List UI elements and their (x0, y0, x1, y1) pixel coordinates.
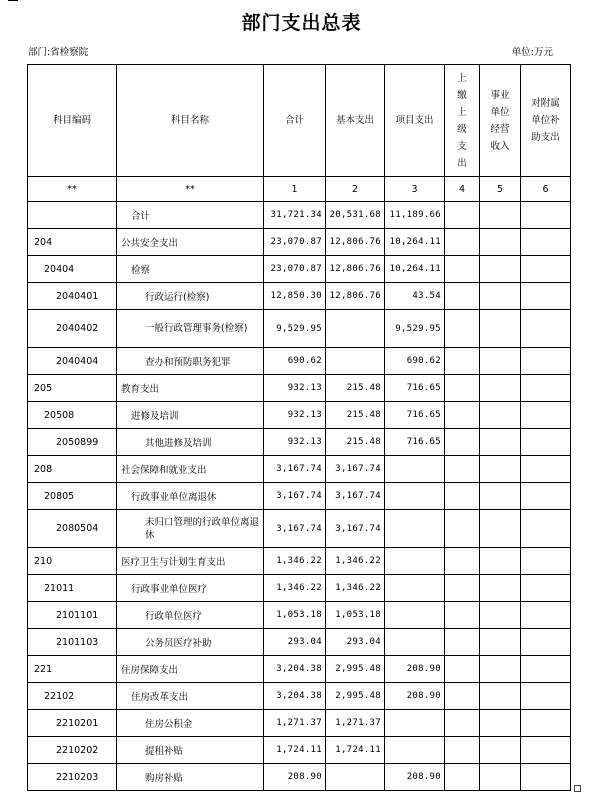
row-basic: 12,806.76 (326, 256, 385, 283)
row-project: 716.65 (385, 429, 445, 456)
header-business (480, 65, 521, 177)
row-code: 210 (28, 548, 117, 575)
row-name: 提租补贴 (117, 737, 264, 764)
col-number: 1 (264, 177, 326, 202)
row-empty-cell (480, 510, 521, 548)
row-total: 12,850.30 (264, 283, 326, 310)
row-empty-cell (521, 510, 571, 548)
table-row (28, 256, 571, 283)
row-total: 1,053.18 (264, 602, 326, 629)
row-empty-cell (445, 764, 480, 791)
table-row (28, 375, 571, 402)
row-empty-cell (445, 737, 480, 764)
row-empty-cell (480, 764, 521, 791)
row-name: 住房改革支出 (117, 683, 264, 710)
row-name: 社会保障和就业支出 (117, 456, 264, 483)
row-basic: 1,271.37 (326, 710, 385, 737)
row-code: 2210202 (28, 737, 117, 764)
row-empty-cell (521, 683, 571, 710)
row-basic: 20,531.68 (326, 202, 385, 229)
row-basic: 3,167.74 (326, 456, 385, 483)
row-code: 208 (28, 456, 117, 483)
row-total: 1,346.22 (264, 575, 326, 602)
row-project (385, 510, 445, 548)
row-empty-cell (445, 256, 480, 283)
col-number: 3 (385, 177, 445, 202)
row-empty-cell (445, 310, 480, 348)
row-name: 查办和预防职务犯罪 (117, 348, 264, 375)
row-empty-cell (480, 602, 521, 629)
header-business-line: 收入 (490, 140, 510, 152)
row-project (385, 548, 445, 575)
table-row (28, 483, 571, 510)
table-row (28, 575, 571, 602)
row-empty-cell (445, 548, 480, 575)
row-total: 932.13 (264, 402, 326, 429)
header-superior-char: 上 (457, 72, 467, 84)
unit-label: 单位:万元 (511, 47, 553, 58)
row-code: 20404 (28, 256, 117, 283)
row-empty-cell (521, 229, 571, 256)
col-number: 6 (521, 177, 571, 202)
row-empty-cell (445, 575, 480, 602)
row-basic (326, 764, 385, 791)
row-basic: 2,995.48 (326, 656, 385, 683)
row-empty-cell (521, 429, 571, 456)
row-name: 检察 (117, 256, 264, 283)
row-project (385, 575, 445, 602)
row-total: 3,204.38 (264, 683, 326, 710)
header-total: 合计 (264, 65, 326, 177)
table-row (28, 737, 571, 764)
row-empty-cell (521, 202, 571, 229)
row-empty-cell (480, 656, 521, 683)
table-row (28, 456, 571, 483)
row-name: 行政单位医疗 (117, 602, 264, 629)
row-empty-cell (445, 202, 480, 229)
header-affiliate (521, 65, 571, 177)
row-code (28, 202, 117, 229)
row-empty-cell (480, 348, 521, 375)
row-empty-cell (480, 402, 521, 429)
row-empty-cell (521, 402, 571, 429)
row-empty-cell (480, 737, 521, 764)
row-empty-cell (445, 629, 480, 656)
row-empty-cell (521, 764, 571, 791)
row-total: 3,167.74 (264, 456, 326, 483)
row-code: 2040404 (28, 348, 117, 375)
row-empty-cell (480, 683, 521, 710)
row-total: 3,167.74 (264, 483, 326, 510)
row-empty-cell (480, 283, 521, 310)
header-superior-char: 出 (457, 157, 467, 169)
table-row (28, 602, 571, 629)
row-name: 公共安全支出 (117, 229, 264, 256)
table-row (28, 402, 571, 429)
row-project (385, 456, 445, 483)
table-row (28, 202, 571, 229)
header-code: 科目编码 (28, 65, 117, 177)
page-title: 部门支出总表 (241, 12, 362, 34)
row-empty-cell (521, 710, 571, 737)
row-empty-cell (445, 429, 480, 456)
row-total: 23,070.87 (264, 229, 326, 256)
row-empty-cell (480, 429, 521, 456)
row-code: 204 (28, 229, 117, 256)
col-number: ** (28, 177, 117, 202)
row-empty-cell (521, 310, 571, 348)
row-basic: 1,346.22 (326, 575, 385, 602)
row-empty-cell (480, 456, 521, 483)
row-basic: 215.48 (326, 402, 385, 429)
row-total: 293.04 (264, 629, 326, 656)
row-code: 21011 (28, 575, 117, 602)
row-empty-cell (480, 256, 521, 283)
row-name: 购房补贴 (117, 764, 264, 791)
row-code: 205 (28, 375, 117, 402)
row-project: 10,264.11 (385, 256, 445, 283)
row-empty-cell (445, 656, 480, 683)
row-empty-cell (521, 737, 571, 764)
row-total: 3,204.38 (264, 656, 326, 683)
header-affiliate-line: 单位补 (531, 115, 560, 126)
row-empty-cell (445, 229, 480, 256)
row-project (385, 483, 445, 510)
row-basic: 3,167.74 (326, 483, 385, 510)
header-superior-char: 支 (457, 140, 467, 152)
table-row (28, 683, 571, 710)
header-affiliate-line: 对附属 (531, 98, 560, 109)
row-empty-cell (521, 283, 571, 310)
row-empty-cell (521, 348, 571, 375)
row-basic: 215.48 (326, 429, 385, 456)
row-empty-cell (445, 283, 480, 310)
table-row (28, 764, 571, 791)
row-empty-cell (445, 710, 480, 737)
row-empty-cell (521, 456, 571, 483)
row-project: 10,264.11 (385, 229, 445, 256)
table-row (28, 348, 571, 375)
row-project: 43.54 (385, 283, 445, 310)
row-name: 行政事业单位医疗 (117, 575, 264, 602)
row-empty-cell (445, 348, 480, 375)
row-empty-cell (521, 548, 571, 575)
row-code: 2101101 (28, 602, 117, 629)
row-empty-cell (480, 483, 521, 510)
row-project: 208.90 (385, 683, 445, 710)
row-project (385, 710, 445, 737)
row-total: 23,070.87 (264, 256, 326, 283)
row-total: 1,346.22 (264, 548, 326, 575)
header-affiliate-line: 助支出 (531, 132, 560, 143)
row-project (385, 602, 445, 629)
row-name: 公务员医疗补助 (117, 629, 264, 656)
row-code: 2080504 (28, 510, 117, 548)
row-empty-cell (480, 229, 521, 256)
row-empty-cell (445, 456, 480, 483)
row-project: 716.65 (385, 375, 445, 402)
row-name: 其他进修及培训 (117, 429, 264, 456)
row-name: 医疗卫生与计划生育支出 (117, 548, 264, 575)
department-label: 部门:省检察院 (28, 47, 89, 58)
row-code: 221 (28, 656, 117, 683)
row-project: 690.62 (385, 348, 445, 375)
header-superior-char: 级 (457, 123, 467, 135)
row-project (385, 737, 445, 764)
row-code: 2040401 (28, 283, 117, 310)
row-basic: 215.48 (326, 375, 385, 402)
row-empty-cell (445, 375, 480, 402)
table-row (28, 548, 571, 575)
row-project: 208.90 (385, 656, 445, 683)
row-code: 2210201 (28, 710, 117, 737)
header-business-line: 单位 (490, 106, 510, 118)
row-project: 208.90 (385, 764, 445, 791)
row-empty-cell (521, 375, 571, 402)
col-number: 5 (480, 177, 521, 202)
row-project (385, 629, 445, 656)
row-name: 未归口管理的行政单位离退休 (117, 510, 264, 548)
row-code: 20508 (28, 402, 117, 429)
row-name: 住房公积金 (117, 710, 264, 737)
row-empty-cell (445, 602, 480, 629)
row-empty-cell (521, 256, 571, 283)
row-project: 716.65 (385, 402, 445, 429)
row-empty-cell (480, 202, 521, 229)
col-number: 4 (445, 177, 480, 202)
row-name: 行政运行(检察) (117, 283, 264, 310)
table-row (28, 283, 571, 310)
row-code: 22102 (28, 683, 117, 710)
row-code: 2040402 (28, 310, 117, 348)
row-project: 9,529.95 (385, 310, 445, 348)
row-basic: 12,806.76 (326, 283, 385, 310)
header-superior-char: 缴 (457, 89, 467, 101)
row-basic: 2,995.48 (326, 683, 385, 710)
row-total: 690.62 (264, 348, 326, 375)
row-total: 1,271.37 (264, 710, 326, 737)
col-number: 2 (326, 177, 385, 202)
row-code: 2101103 (28, 629, 117, 656)
row-total: 932.13 (264, 375, 326, 402)
page-corner-mark (574, 785, 581, 792)
row-empty-cell (521, 483, 571, 510)
row-basic: 293.04 (326, 629, 385, 656)
row-name: 合计 (117, 202, 264, 229)
row-code: 20805 (28, 483, 117, 510)
row-empty-cell (521, 629, 571, 656)
table-row (28, 710, 571, 737)
table-row (28, 656, 571, 683)
row-name: 住房保障支出 (117, 656, 264, 683)
row-empty-cell (480, 310, 521, 348)
row-empty-cell (445, 510, 480, 548)
row-name: 一般行政管理事务(检察) (117, 310, 264, 348)
row-total: 208.90 (264, 764, 326, 791)
col-number: ** (117, 177, 264, 202)
table-row (28, 510, 571, 548)
row-project: 11,189.66 (385, 202, 445, 229)
row-name: 教育支出 (117, 375, 264, 402)
row-total: 1,724.11 (264, 737, 326, 764)
row-name: 进修及培训 (117, 402, 264, 429)
row-empty-cell (445, 483, 480, 510)
row-code: 2210203 (28, 764, 117, 791)
expenditure-table (27, 64, 571, 791)
row-total: 9,529.95 (264, 310, 326, 348)
header-business-line: 经营 (490, 123, 510, 135)
row-empty-cell (521, 575, 571, 602)
row-basic: 1,346.22 (326, 548, 385, 575)
table-header-row (28, 65, 571, 177)
row-total: 932.13 (264, 429, 326, 456)
row-empty-cell (480, 375, 521, 402)
table-row (28, 629, 571, 656)
header-name: 科目名称 (117, 65, 264, 177)
row-name: 行政事业单位离退休 (117, 483, 264, 510)
header-superior-char: 上 (457, 106, 467, 118)
row-total: 31,721.34 (264, 202, 326, 229)
row-basic: 1,724.11 (326, 737, 385, 764)
table-row (28, 429, 571, 456)
header-basic: 基本支出 (326, 65, 385, 177)
row-total: 3,167.74 (264, 510, 326, 548)
row-empty-cell (480, 710, 521, 737)
column-number-row (28, 177, 571, 202)
row-empty-cell (521, 656, 571, 683)
page-corner-mark (8, 0, 18, 1)
row-basic: 3,167.74 (326, 510, 385, 548)
row-empty-cell (521, 602, 571, 629)
header-business-line: 事业 (490, 89, 510, 101)
header-superior (445, 65, 480, 177)
row-empty-cell (480, 548, 521, 575)
row-empty-cell (445, 683, 480, 710)
table-row (28, 229, 571, 256)
row-empty-cell (445, 402, 480, 429)
row-code: 2050899 (28, 429, 117, 456)
row-empty-cell (480, 575, 521, 602)
row-basic (326, 310, 385, 348)
row-basic: 1,053.18 (326, 602, 385, 629)
header-project: 项目支出 (385, 65, 445, 177)
row-basic (326, 348, 385, 375)
table-row (28, 310, 571, 348)
row-empty-cell (480, 629, 521, 656)
row-basic: 12,806.76 (326, 229, 385, 256)
